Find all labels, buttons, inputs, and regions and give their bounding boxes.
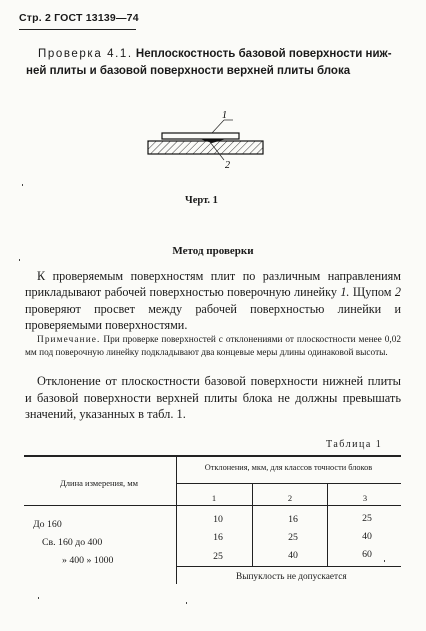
method-paragraph-1 [25,268,401,333]
table-header-length: Длина измерения, мм [59,478,138,488]
check-label: Проверка 4.1. [38,48,133,60]
table-cell-r1-c1: 10 [213,514,223,525]
note-label: Примечание. [37,335,101,345]
scan-speck [19,259,20,261]
table-vline-length [176,456,177,584]
table-cell-r2-c2: 25 [288,532,298,543]
scan-speck [186,602,187,604]
method-title: Метод проверки [172,245,254,257]
check-title-line1: Неплоскостность базовой поверхности ниж- [135,48,392,60]
table-cell-r2-c1: 16 [213,532,223,543]
table-cell-r3-c2: 40 [288,550,298,561]
table-class-1: 1 [211,493,217,503]
note-text: При проверке поверхностей с отклонениями от плоскостности менее 0,02 мм под поверочную линейку подкладывают два концевые меры длины одинаковой высоты. [25,335,401,358]
table-row-label-1: До 160 [33,519,62,530]
p1-ref-2: 2 [394,285,401,300]
p1-text-a: К проверяемым поверхностям плит по различным направлениям прикладывают рабочей поверхностью поверочную линейку [25,269,401,300]
table-footnote: Выпуклость не допускается [236,572,347,582]
straightedge-ruler [162,133,239,139]
table-top-rule [24,455,401,457]
table-header-deviation: Отклонения, мкм, для классов точности блоков [204,463,373,472]
table-vline-class3 [327,484,328,566]
table-class-2: 2 [287,493,293,503]
table-row-label-3: » 400 » 1000 [62,555,114,566]
p1-ref-1: 1. [340,285,350,300]
leader-line-1 [212,120,224,133]
page-header: Стр. 2 ГОСТ 13139—74 [19,12,139,24]
callout-2: 2 [225,160,230,171]
table-vline-class2 [252,484,253,566]
table-footnote-rule [176,566,401,567]
table-class-3: 3 [362,493,368,503]
p1-text-b: Щупом [349,285,395,300]
method-paragraph-2: Отклонение от плоскостности базовой поверхности нижней плиты и базовой поверхности верхней плиты блока не должны превышать значений, указанных в табл. 1. [25,374,401,421]
figure-caption: Черт. 1 [185,195,218,206]
table-header-divider [176,483,401,484]
table-cell-r1-c2: 16 [288,514,298,525]
table-cell-r3-c3: 60 [362,549,372,560]
scan-speck [384,560,385,562]
callout-1: 1 [222,110,227,121]
check-title-line2: ней плиты и базовой поверхности верхней плиты блока [26,65,351,77]
table-cell-r2-c3: 40 [362,531,372,542]
method-note [25,334,401,360]
scan-speck [22,184,23,186]
test-plate [148,141,263,154]
table-cell-r3-c1: 25 [213,551,223,562]
table-cell-r1-c3: 25 [362,513,372,524]
scan-speck [38,597,39,599]
table-row-label-2: Св. 160 до 400 [42,537,103,548]
table-label: Таблица 1 [326,439,383,450]
p1-text-c: проверяют просвет между рабочей поверхностью линейки и проверяемыми поверхностями. [25,301,401,332]
table-header-bottom-rule [24,505,401,506]
